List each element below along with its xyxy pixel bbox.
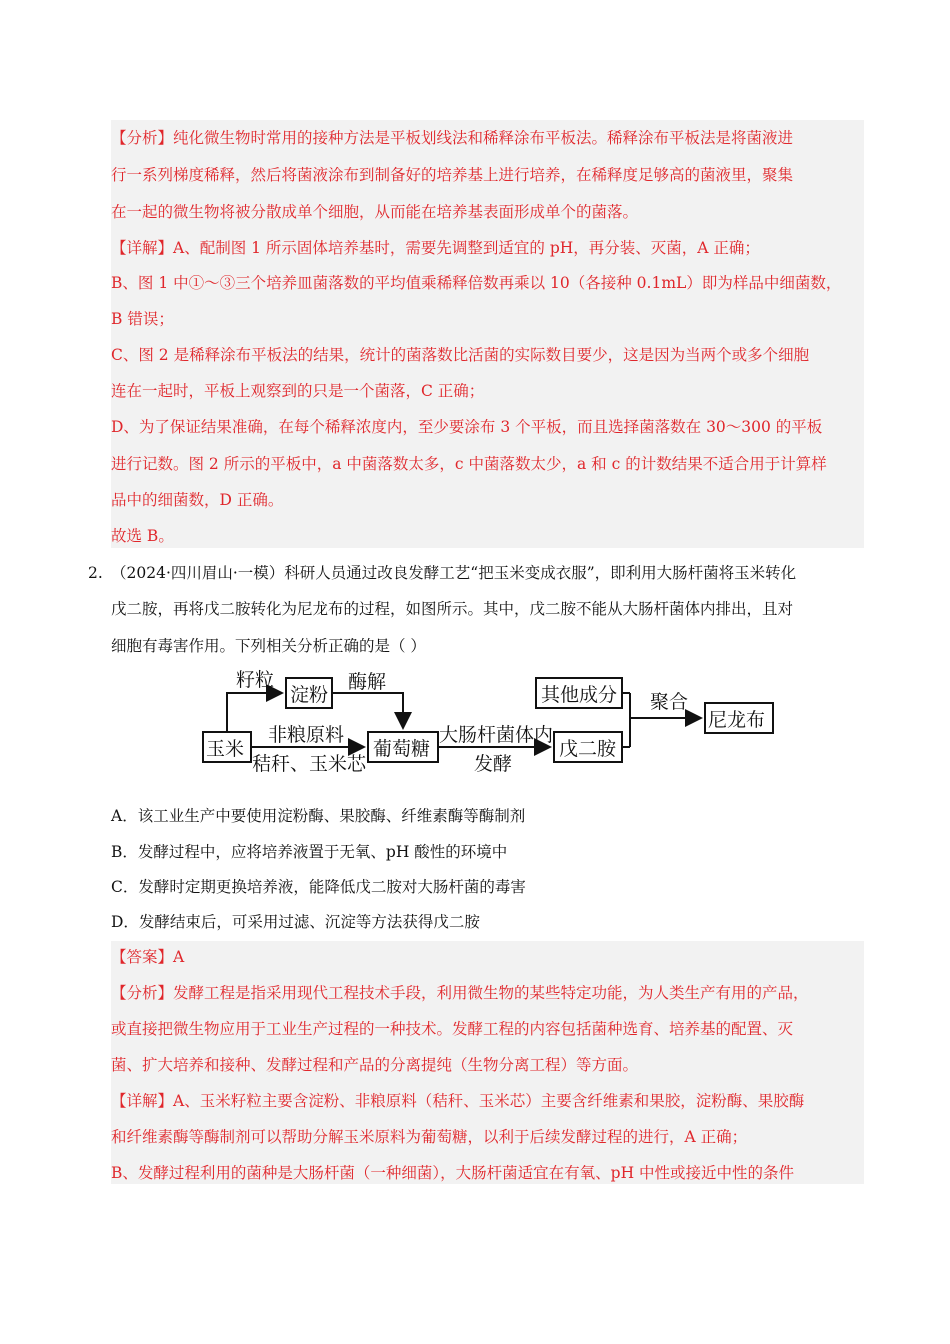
detail1-line: C、图 2 是稀释涂布平板法的结果，统计的菌落数比活菌的实际数目要少，这是因为当两个或多个细胞	[111, 346, 810, 364]
polymerize-label: 聚合	[650, 691, 689, 713]
detail1-line: B、图 1 中①～③三个培养皿菌落数的平均值乘稀释倍数再乘以 10（各接种 0.1mL）即为样品中细菌数，	[111, 274, 842, 292]
starch-label: 淀粉	[290, 684, 329, 706]
cadaverine-label: 戊二胺	[559, 738, 617, 760]
grain-label: 籽粒	[236, 669, 275, 691]
detail1-line: B 错误；	[111, 310, 174, 328]
answer-line: 【答案】A	[111, 948, 185, 966]
glucose-label: 葡萄糖	[373, 738, 431, 760]
corn-label: 玉米	[206, 738, 245, 760]
ferment-label: 发酵	[474, 753, 513, 775]
other-label: 其他成分	[541, 684, 618, 706]
analysis2-line: 或直接把微生物应用于工业生产过程的一种技术。发酵工程的内容包括菌种选育、培养基的配置、灭	[111, 1020, 794, 1038]
detail1-line: 品中的细菌数，D 正确。	[111, 491, 284, 509]
analysis2-line: 【分析】发酵工程是指采用现代工程技术手段，利用微生物的某些特定功能，为人类生产有用的产品，	[111, 984, 809, 1002]
detail1-line: 【详解】A、配制图 1 所示固体培养基时，需要先调整到适宜的 pH，再分装、灭菌，A 正确；	[111, 239, 760, 257]
hydrolysis-label: 酶解	[348, 671, 387, 693]
option-c: C．发酵时定期更换培养液，能降低戊二胺对大肠杆菌的毒害	[111, 878, 526, 896]
question-stem-line: 细胞有毒害作用。下列相关分析正确的是（ ）	[111, 637, 426, 655]
analysis1-line: 行一系列梯度稀释，然后将菌液涂布到制备好的培养基上进行培养，在稀释度足够高的菌液里，聚集	[111, 166, 794, 184]
detail1-line: D、为了保证结果准确，在每个稀释浓度内，至少要涂布 3 个平板，而且选择菌落数在 30～300 的平板	[111, 418, 823, 436]
nylon-label: 尼龙布	[708, 709, 766, 731]
question-stem-line: （2024·四川眉山·一模）科研人员通过改良发酵工艺“把玉米变成衣服”，即利用大肠杆菌将玉米转化	[111, 564, 797, 582]
detail1-line: 进行记数。图 2 所示的平板中，a 中菌落数太多，c 中菌落数太少，a 和 c 的计数结果不适合用于计算样	[111, 455, 827, 473]
detail1-line: 连在一起时，平板上观察到的只是一个菌落，C 正确；	[111, 382, 485, 400]
option-a: A．该工业生产中要使用淀粉酶、果胶酶、纤维素酶等酶制剂	[111, 807, 526, 825]
analysis2-line: 菌、扩大培养和接种、发酵过程和产品的分离提纯（生物分离工程）等方面。	[111, 1056, 639, 1074]
detail2-line: 和纤维素酶等酶制剂可以帮助分解玉米原料为葡萄糖，以利于后续发酵过程的进行，A 正确；	[111, 1128, 748, 1146]
question-number: 2.	[88, 564, 103, 582]
detail2-line: 【详解】A、玉米籽粒主要含淀粉、非粮原料（秸秆、玉米芯）主要含纤维素和果胶，淀粉酶、果胶酶	[111, 1092, 805, 1110]
process-diagram	[200, 666, 780, 782]
straw-label: 秸秆、玉米芯	[252, 753, 367, 775]
ecoli-label: 大肠杆菌体内	[439, 724, 554, 746]
nongrain-label: 非粮原料	[268, 724, 345, 746]
question-stem-line: 戊二胺，再将戊二胺转化为尼龙布的过程，如图所示。其中，戊二胺不能从大肠杆菌体内排出，且对	[111, 600, 794, 618]
analysis1-line: 【分析】纯化微生物时常用的接种方法是平板划线法和稀释涂布平板法。稀释涂布平板法是将菌液进	[111, 129, 794, 147]
option-d: D．发酵结束后，可采用过滤、沉淀等方法获得戊二胺	[111, 913, 480, 931]
detail2-line: B、发酵过程利用的菌种是大肠杆菌（一种细菌），大肠杆菌适宜在有氧、pH 中性或接近中性的条件	[111, 1164, 795, 1182]
detail1-line: 故选 B。	[111, 527, 174, 545]
analysis1-line: 在一起的微生物将被分散成单个细胞，从而能在培养基表面形成单个的菌落。	[111, 203, 639, 221]
option-b: B．发酵过程中，应将培养液置于无氧、pH 酸性的环境中	[111, 843, 508, 861]
